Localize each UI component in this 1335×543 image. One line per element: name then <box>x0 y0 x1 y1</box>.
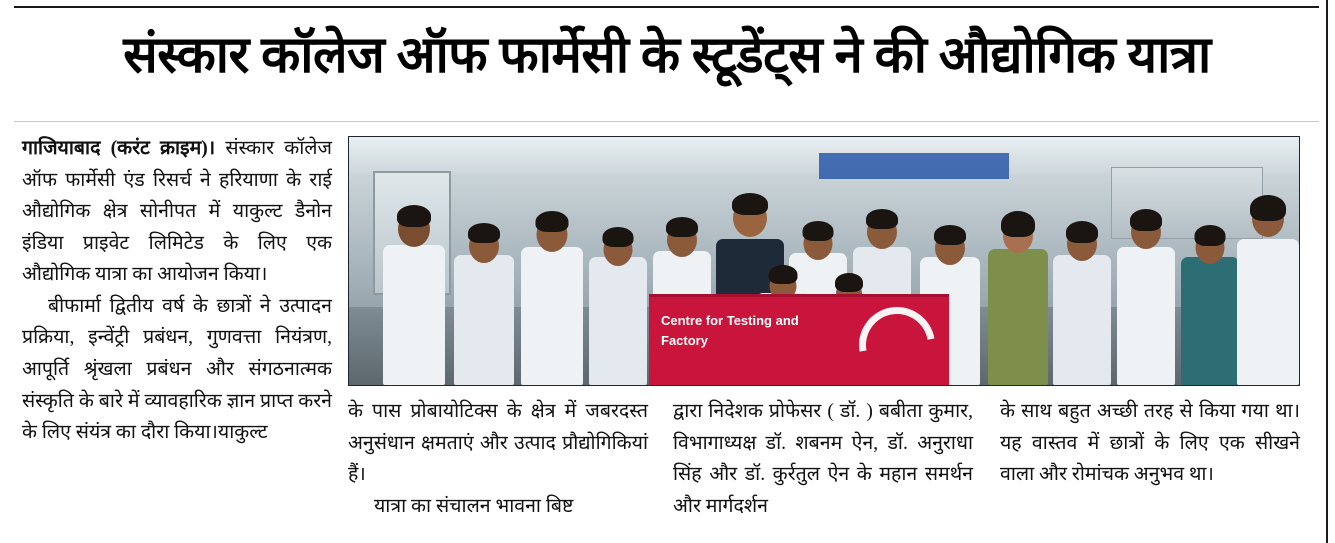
article-column-4 <box>1000 396 1300 491</box>
paragraph: बीफार्मा द्वितीय वर्ष के छात्रों ने उत्पादन प्रक्रिया, इन्वेंट्री प्रबंधन, गुणवत्ता नियंत्रण, आपूर्ति श्रृंखला प्रबंधन और संगठनात्मक संस्कृति के बारे में व्यावहारिक ज्ञान प्राप्त करने के लिए संयंत्र का दौरा किया।याकुल्ट <box>22 295 332 444</box>
photo-banner <box>649 294 949 385</box>
article-column-1 <box>22 133 332 449</box>
paragraph: के पास प्रोबायोटिक्स के क्षेत्र में जबरदस्त अनुसंधान क्षमताएं और उत्पाद प्रौद्योगिकियां हैं। <box>348 401 648 486</box>
paragraph: द्वारा निदेशक प्रोफेसर ( डॉ. ) बबीता कुमार, विभागाध्यक्ष डॉ. शबनम ऐन, डॉ. अनुराधा सिंह और डॉ. कुर्रतुल ऐन के महान समर्थन और मार्गदर्शन <box>673 401 973 517</box>
paragraph: यात्रा का संचालन भावना बिष्ट <box>374 495 574 517</box>
dateline: गाजियाबाद (करंट क्राइम)। <box>22 138 216 159</box>
person <box>983 199 1053 385</box>
paragraph <box>22 133 332 291</box>
top-divider <box>14 6 1319 8</box>
article-column-2 <box>348 396 648 522</box>
photo-banner-text: Centre for Testing and Factory <box>661 313 799 349</box>
page-title: संस्कार कॉलेज ऑफ फार्मेसी के स्टूडेंट्स ने की औद्योगिक यात्रा <box>123 28 1211 84</box>
article-column-3 <box>673 396 973 522</box>
person <box>1233 189 1300 385</box>
group-photo-students-industrial-visit <box>348 136 1300 386</box>
person <box>379 195 449 385</box>
person <box>1049 205 1115 385</box>
paragraph: के साथ बहुत अच्छी तरह से किया गया था।यह वास्तव में छात्रों के लिए एक सीखने वाला और रोमांचक अनुभव था। <box>1000 401 1300 486</box>
paragraph-text: संस्कार कॉलेज ऑफ फार्मेसी एंड रिसर्च ने हरियाणा के राई औद्योगिक क्षेत्र सोनीपत में याकुल्ट डैनोन इंडिया प्राइवेट लिमिटेड के लिए एक औद्योगिक यात्रा का आयोजन किया। <box>22 138 332 286</box>
person <box>1113 197 1179 385</box>
person <box>517 199 587 385</box>
person <box>449 207 519 385</box>
right-divider <box>1326 0 1328 543</box>
banner-swirl-icon <box>844 292 950 386</box>
person <box>585 209 651 385</box>
headline-divider <box>14 121 1319 122</box>
